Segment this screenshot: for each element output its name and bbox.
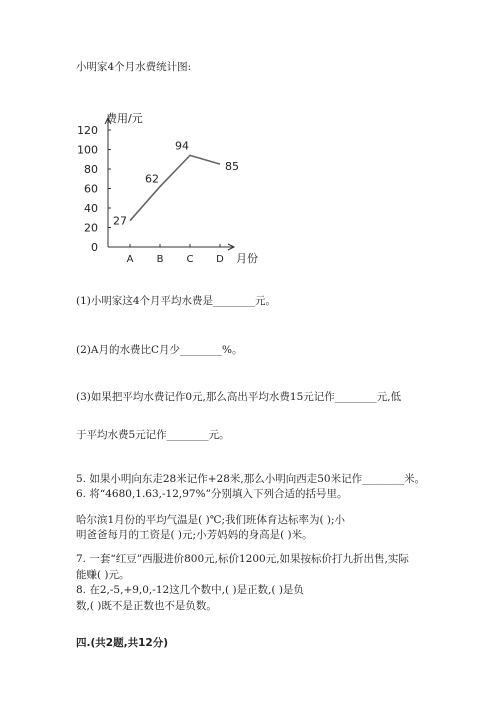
chart-intro: 小明家4个月水费统计图: <box>76 61 192 73</box>
question-3-line-2: 于平均水费5元记作________元。 <box>76 429 230 441</box>
question-6-fill-2: 明爸爸每月的工资是( )元;小芳妈妈的身高是( )米。 <box>76 529 313 541</box>
fee-series <box>130 155 220 220</box>
y-tick-label: 20 <box>84 221 98 235</box>
question-7-line-2: 能赚( )元。 <box>76 569 130 581</box>
question-2: (2)A月的水费比C月少________%。 <box>76 344 243 356</box>
y-tick-label: 80 <box>84 163 98 176</box>
y-axis-label: 费用/元 <box>106 112 143 125</box>
x-tick-label: B <box>156 254 164 265</box>
question-8-line-1: 8. 在2,-5,+9,0,-12这几个数中,( )是正数,( )是负 <box>76 584 304 596</box>
question-1: (1)小明家这4个月平均水费是________元。 <box>76 295 277 307</box>
x-tick-labels <box>127 254 225 265</box>
data-label: 94 <box>175 139 189 153</box>
question-7-line-1: 7. 一套“红豆”西服进价800元,标价1200元,如果按标价打九折出售,实际 <box>76 553 409 565</box>
y-tick-label: 120 <box>77 124 98 137</box>
question-6-fill-1: 哈尔滨1月份的平均气温是( )℃;我们班体育达标率为( );小 <box>76 514 346 526</box>
y-tick-label: 40 <box>84 202 98 215</box>
data-label: 27 <box>113 214 127 228</box>
chart-axes <box>105 118 234 250</box>
y-tick-label: 0 <box>91 241 98 254</box>
question-5: 5. 如果小明向东走28米记作+28米,那么小明向西走50米记作________米。 <box>76 473 426 485</box>
data-label: 85 <box>225 160 239 174</box>
x-tick-label: C <box>186 254 194 265</box>
section-heading: 四.(共2题,共12分) <box>76 637 168 649</box>
x-axis-label: 月份 <box>236 252 258 265</box>
data-label: 62 <box>145 172 159 186</box>
x-tick-label: A <box>126 254 134 265</box>
data-labels <box>113 139 239 227</box>
y-tick-label: 100 <box>77 143 98 157</box>
y-tick-label: 60 <box>84 182 98 196</box>
question-3-line-1: (3)如果把平均水费记作0元,那么高出平均水费15元记作________元,低 <box>76 391 402 403</box>
y-tick-labels <box>77 124 98 254</box>
question-6: 6. 将“4680,1.63,-12,97%”分别填入下列合适的括号里。 <box>76 488 348 500</box>
fee-line <box>130 155 220 220</box>
x-tick-label: D <box>216 254 224 265</box>
question-8-line-2: 数,( )既不是正数也不是负数。 <box>76 600 217 612</box>
